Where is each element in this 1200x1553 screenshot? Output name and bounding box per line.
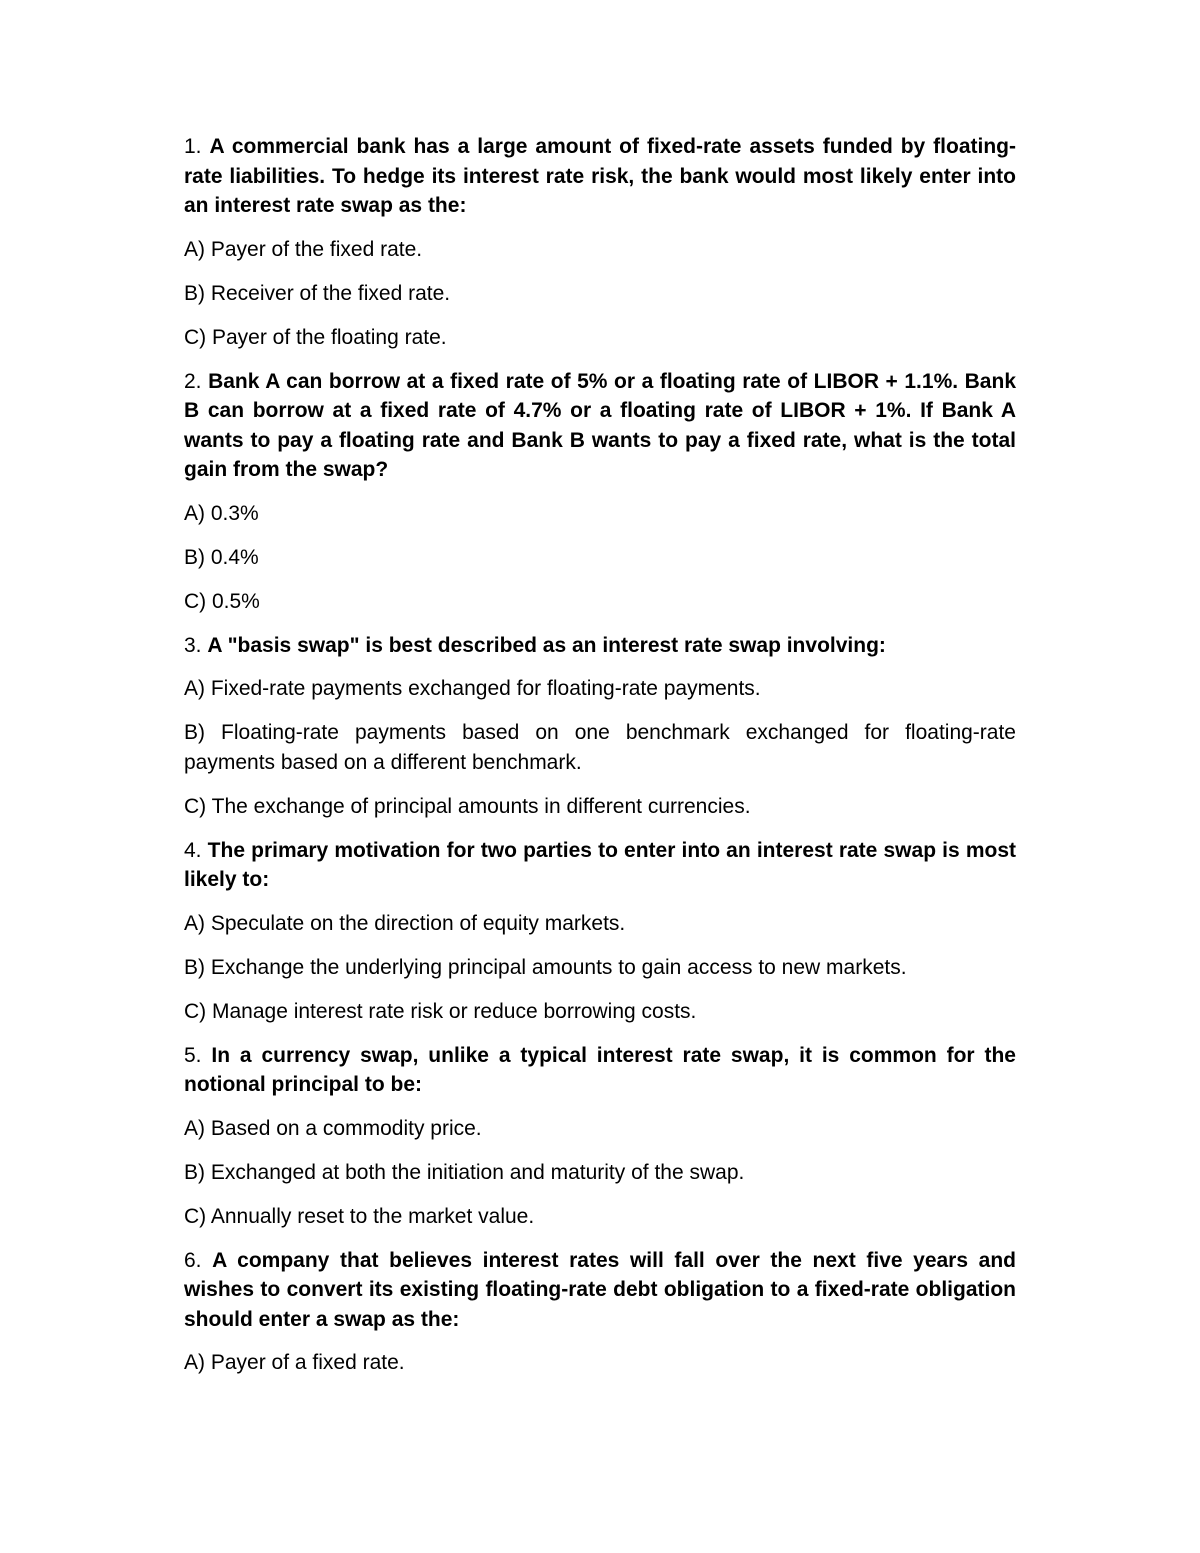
answer-option: C) 0.5% (184, 589, 260, 613)
answer-option: A) Fixed-rate payments exchanged for floating-rate payments. (184, 677, 761, 700)
question-stem (184, 132, 1016, 221)
answer-option: A) Payer of a fixed rate. (184, 1351, 405, 1374)
answer-option: B) Exchanged at both the initiation and maturity of the swap. (184, 1160, 745, 1184)
question-2 (184, 367, 1016, 617)
answer-option: A) 0.3% (184, 501, 259, 525)
question-stem (184, 836, 1016, 895)
question-6 (184, 1246, 1016, 1378)
answer-option: A) Speculate on the direction of equity markets. (184, 911, 626, 935)
question-5 (184, 1041, 1016, 1232)
question-stem (184, 1041, 1016, 1100)
answer-option: C) Manage interest rate risk or reduce borrowing costs. (184, 999, 697, 1023)
answer-option: C) Payer of the floating rate. (184, 325, 447, 349)
question-3 (184, 631, 1016, 822)
answer-option: B) Receiver of the fixed rate. (184, 281, 451, 305)
question-number: 3. (184, 633, 202, 657)
question-number: 5. (184, 1043, 202, 1067)
answer-option: B) 0.4% (184, 545, 259, 569)
question-text: The primary motivation for two parties to enter into an interest rate swap is most likely to: (184, 838, 1016, 891)
answer-option: A) Payer of the fixed rate. (184, 237, 423, 261)
answer-option: B) Exchange the underlying principal amounts to gain access to new markets. (184, 955, 907, 979)
question-1 (184, 132, 1016, 352)
question-text: Bank A can borrow at a fixed rate of 5% or a floating rate of LIBOR + 1.1%. Bank B can borrow at a fixed rate of 4.7% or a floating rate of LIBOR + 1%. If Bank A wants to pay a floating rate and Bank B wants to pay a fixed rate, what is the total gain from the swap? (184, 369, 1016, 481)
answer-option: C) Annually reset to the market value. (184, 1204, 535, 1228)
document-page (184, 132, 1016, 1392)
question-stem (184, 631, 1016, 661)
question-4 (184, 836, 1016, 1027)
answer-option: A) Based on a commodity price. (184, 1116, 482, 1140)
question-number: 1. (184, 135, 202, 158)
question-number: 2. (184, 369, 202, 393)
question-text: A "basis swap" is best described as an interest rate swap involving: (207, 633, 886, 657)
answer-option: B) Floating-rate payments based on one benchmark exchanged for floating-rate payments based on a different benchmark. (184, 721, 1016, 774)
question-text: A commercial bank has a large amount of fixed-rate assets funded by floating-rate liabilities. To hedge its interest rate risk, the bank would most likely enter into an interest rate swap as the: (184, 135, 1016, 217)
question-text: In a currency swap, unlike a typical interest rate swap, it is common for the notional principal to be: (184, 1043, 1016, 1096)
answer-option: C) The exchange of principal amounts in different currencies. (184, 794, 751, 818)
question-number: 4. (184, 838, 202, 862)
question-stem (184, 1246, 1016, 1335)
question-number: 6. (184, 1248, 202, 1272)
question-text: A company that believes interest rates will fall over the next five years and wishes to convert its existing floating-rate debt obligation to a fixed-rate obligation should enter a swap as the: (184, 1248, 1016, 1331)
question-stem (184, 367, 1016, 485)
